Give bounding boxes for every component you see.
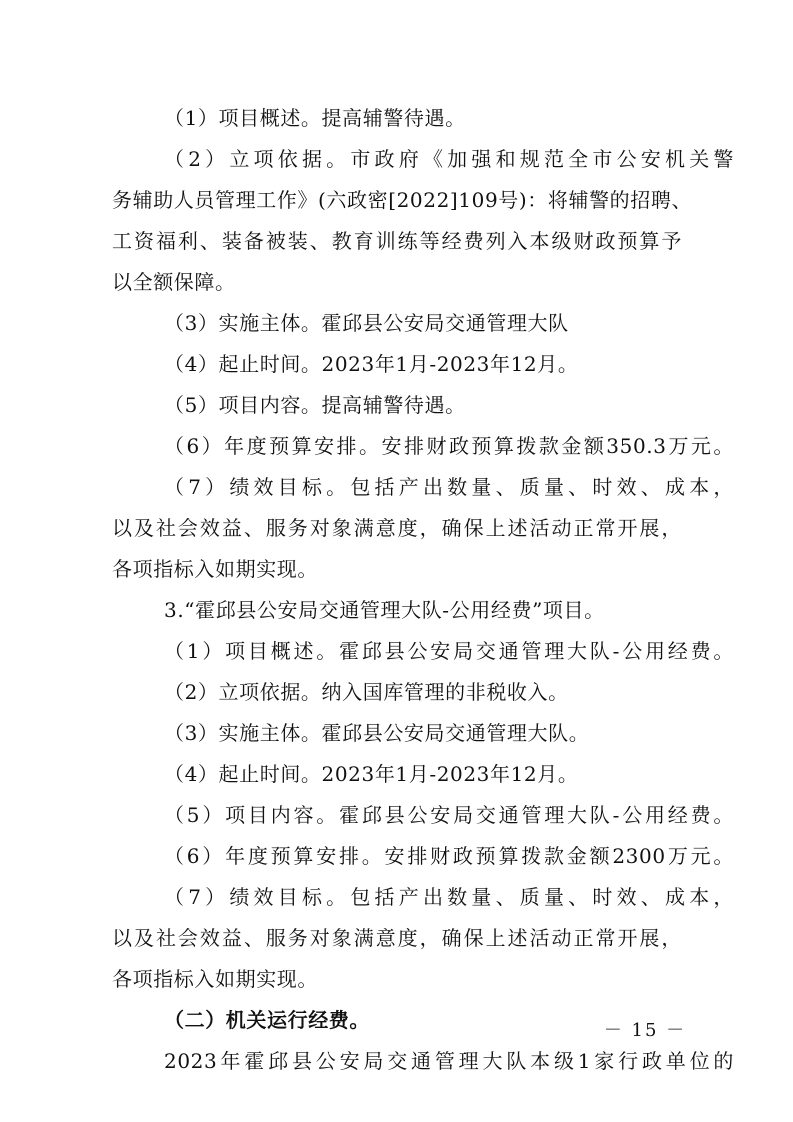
text-line: （6）年度预算安排。安排财政预算拨款金额350.3万元。 [164,434,734,458]
page-number: － 15 － [603,1020,687,1041]
text-line: 务辅助人员管理工作》(六政密[2022]109号)：将辅警的招聘、 [112,188,693,212]
text-line: 2023年霍邱县公安局交通管理大队本级1家行政单位的 [164,1049,734,1073]
text-line: （3）实施主体。霍邱县公安局交通管理大队 [164,311,569,335]
text-line: 各项指标入如期实现。 [112,967,318,991]
text-line: （4）起止时间。2023年1月-2023年12月。 [164,762,579,786]
text-line: （3）实施主体。霍邱县公安局交通管理大队。 [164,721,590,745]
text-line: （7）绩效目标。包括产出数量、质量、时效、成本， [164,475,734,499]
section-heading: （二）机关运行经费。 [164,1008,370,1032]
text-line: （4）起止时间。2023年1月-2023年12月。 [164,352,579,376]
text-line: （5）项目内容。霍邱县公安局交通管理大队-公用经费。 [164,803,734,827]
text-line: 以全额保障。 [112,270,236,294]
text-line: （1）项目概述。提高辅警待遇。 [164,106,466,130]
text-line: （5）项目内容。提高辅警待遇。 [164,393,466,417]
section-heading: 3.“霍邱县公安局交通管理大队-公用经费”项目。 [164,598,605,622]
text-line: 以及社会效益、服务对象满意度，确保上述活动正常开展， [112,516,682,540]
text-line: （2）立项依据。纳入国库管理的非税收入。 [164,680,569,704]
text-line: 工资福利、装备被装、教育训练等经费列入本级财政预算予 [112,229,682,253]
text-line: 以及社会效益、服务对象满意度，确保上述活动正常开展， [112,926,682,950]
text-line: （6）年度预算安排。安排财政预算拨款金额2300万元。 [164,844,734,868]
text-line: （7）绩效目标。包括产出数量、质量、时效、成本， [164,885,734,909]
text-line: 各项指标入如期实现。 [112,557,318,581]
text-line: （1）项目概述。霍邱县公安局交通管理大队-公用经费。 [164,639,734,663]
text-line: （2）立项依据。市政府《加强和规范全市公安机关警 [164,147,734,171]
